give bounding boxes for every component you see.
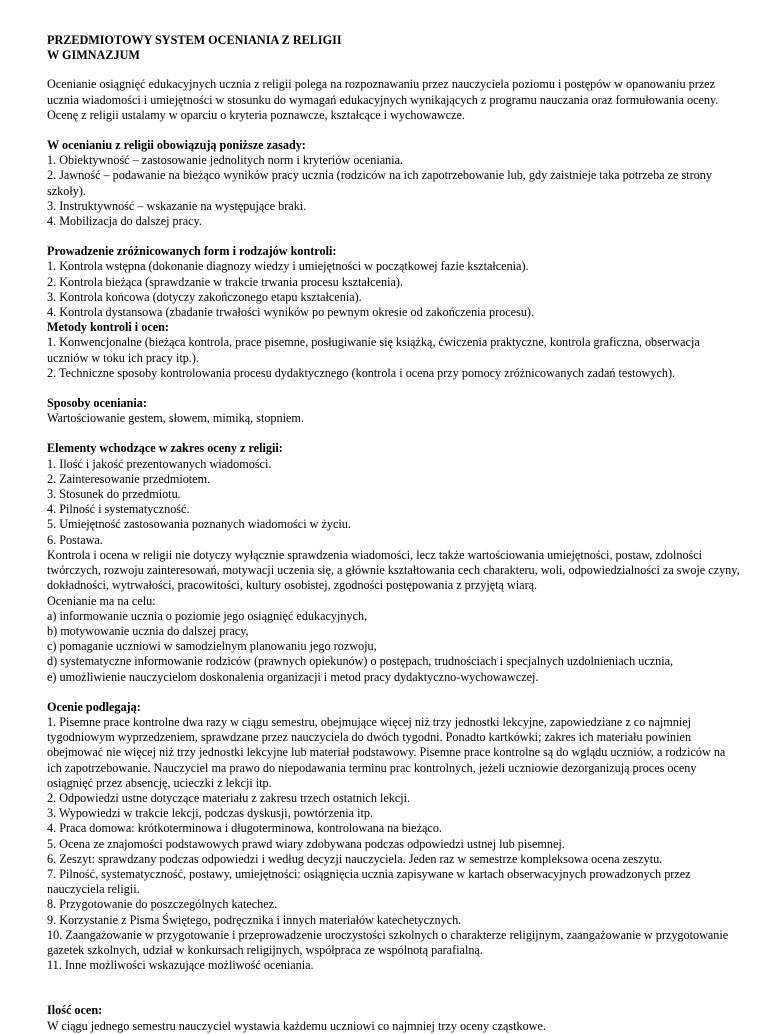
intro-paragraph: Ocenę z religii ustalamy w oparciu o kryteria poznawcze, kształcące i wychowawcze. [47, 107, 465, 122]
section-heading: Metody kontroli i ocen: [47, 320, 169, 335]
list-item: 1. Pisemne prace kontrolne dwa razy w ciągu semestru, obejmujące więcej niż trzy jednostki lekcyjne, zapowiedziane z co najmniej tygodniowym wyprzedzeniem, sprawdzane przez nauczyciela do dwóch tygodni. Ponadto kartkówki; zakres ich materiału powinien obejmować nie więcej niż trzy jednostki lekcyjne lub materiał podstawowy. Pisemne prace kontrolne są do wglądu uczniów, a rodziców na ich zapotrzebowanie. Nauczyciel ma prawo do niepodawania terminu prac kontrolnych, jeżeli uczniowie dezorganizują proces oceny osiągnięć przez absencję, ucieczki z lekcji itp. [47, 714, 726, 790]
intro-paragraph: Ocenianie osiągnięć edukacyjnych ucznia z religii polega na rozpoznawaniu przez nauczyciela poziomu i postępów w opanowaniu przez ucznia wiadomości i umiejętności w stosunku do wymagań edukacyjnych wynikających z programu nauczania oraz formułowania oceny. [47, 77, 719, 107]
list-item: d) systematyczne informowanie rodziców (prawnych opiekunów) o postępach, trudnościach i specjalnych uzdolnieniach ucznia, [47, 654, 674, 669]
section-heading: Prowadzenie zróżnicowanych form i rodzajów kontroli: [47, 244, 337, 259]
list-item: 11. Inne możliwości wskazujące możliwość oceniania. [47, 958, 314, 973]
list-item: c) pomaganie uczniowi w samodzielnym planowaniu jego rozwoju, [47, 639, 377, 654]
section-heading: Sposoby oceniania: [47, 396, 147, 411]
list-item: 4. Mobilizacja do dalszej pracy. [47, 214, 202, 229]
list-item: 3. Kontrola końcowa (dotyczy zakończonego etapu kształcenia). [47, 289, 362, 304]
section-text: W ciągu jednego semestru nauczyciel wystawia każdemu uczniowi co najmniej trzy oceny cząstkowe. [47, 1018, 546, 1033]
ocenie-section [47, 700, 740, 974]
section-heading: Ocenie podlegają: [47, 699, 141, 714]
list-item: 1. Konwencjonalne (bieżąca kontrola, prace pisemne, posługiwanie się książką, ćwiczenia praktyczne, kontrola graficzna, obserwacja uczniów w toku ich pracy itp.). [47, 335, 700, 365]
kontrola-section [47, 244, 740, 381]
list-item: 1. Obiektywność – zastosowanie jednolitych norm i kryteriów oceniania. [47, 153, 404, 168]
elementy-section [47, 441, 740, 684]
list-item: 9. Korzystanie z Pisma Świętego, podręcznika i innych materiałów katechetycznych. [47, 912, 462, 927]
document-title [47, 33, 740, 63]
list-item: 1. Kontrola wstępna (dokonanie diagnozy wiedzy i umiejętności w początkowej fazie kształcenia). [47, 259, 529, 274]
list-item: 5. Ocena ze znajomości podstawowych prawd wiary zdobywana podczas odpowiedzi ustnej lub pisemnej. [47, 836, 565, 851]
list-item: 2. Odpowiedzi ustne dotyczące materiału z zakresu trzech ostatnich lekcji. [47, 790, 411, 805]
list-item: 5. Umiejętność zastosowania poznanych wiadomości w życiu. [47, 517, 351, 532]
section-heading: W ocenianiu z religii obowiązują poniższe zasady: [47, 138, 306, 153]
list-item: 4. Praca domowa: krótkoterminowa i długoterminowa, kontrolowana na bieżąco. [47, 821, 442, 836]
list-item: 1. Ilość i jakość prezentowanych wiadomości. [47, 456, 272, 471]
list-item: 4. Kontrola dystansowa (zbadanie trwałości wyników po pewnym okresie od zakończenia procesu). [47, 305, 535, 320]
list-item: 3. Instruktywność – wskazanie na występujące braki. [47, 198, 307, 213]
section-paragraph: Kontrola i ocena w religii nie dotyczy wyłącznie sprawdzenia wiadomości, lecz także wartościowania umiejętności, postaw, zdolności twórczych, rozwoju zainteresowań, motywacji uczenia się, a głównie kształtowania cech charakteru, woli, odpowiedzialności za swoje czyny, dokładności, wytrwałości, pracowitości, kultury osobistej, zgodności postępowania z przyjętą wiarą. [47, 547, 740, 593]
list-item: 6. Postawa. [47, 532, 103, 547]
list-item: 8. Przygotowanie do poszczególnych katechez. [47, 897, 278, 912]
list-item: 2. Kontrola bieżąca (sprawdzanie w trakcie trwania procesu kształcenia). [47, 274, 403, 289]
list-item: 2. Techniczne sposoby kontrolowania procesu dydaktycznego (kontrola i ocena przy pomocy zróżnicowanych zadań testowych). [47, 365, 676, 380]
list-item: b) motywowanie ucznia do dalszej pracy, [47, 623, 249, 638]
list-item: 6. Zeszyt: sprawdzany podczas odpowiedzi i według decyzji nauczyciela. Jeden raz w semestrze kompleksowa ocena zeszytu. [47, 851, 663, 866]
list-item: 3. Wypowiedzi w trakcie lekcji, podczas dyskusji, powtórzenia itp. [47, 806, 373, 821]
list-item: 3. Stosunek do przedmiotu. [47, 487, 181, 502]
list-item: e) umożliwienie nauczycielom doskonalenia organizacji i metod pracy dydaktyczno-wychowawczej. [47, 669, 539, 684]
sposoby-section [47, 396, 740, 426]
list-item: 4. Pilność i systematyczność. [47, 502, 190, 517]
title-line-1: PRZEDMIOTOWY SYSTEM OCENIANIA Z RELIGII [47, 33, 342, 47]
title-line-2: W GIMNAZJUM [47, 48, 140, 63]
section-heading: Ilość ocen: [47, 1003, 103, 1018]
section-text: Wartościowanie gestem, słowem, mimiką, stopniem. [47, 411, 304, 426]
list-item: 10. Zaangażowanie w przygotowanie i przeprowadzenie uroczystości szkolnych o charakterze religijnym, zaangażowanie w przygotowanie gazetek szkolnych, udział w konkursach religijnych, współpraca ze wspólnotą parafialną. [47, 927, 729, 957]
list-item: a) informowanie ucznia o poziomie jego osiągnięć edukacyjnych, [47, 608, 368, 623]
list-item: 7. Pilność, systematyczność, postawy, umiejętności: osiągnięcia ucznia zapisywane w kartach obserwacyjnych prowadzonych przez nauczyciela religii. [47, 866, 691, 897]
list-item: 2. Jawność – podawanie na bieżąco wyników pracy ucznia (rodziców na ich zapotrzebowanie lub, gdy zaistnieje taka potrzeba ze strony szkoły). [47, 168, 712, 198]
section-heading: Elementy wchodzące w zakres oceny z religii: [47, 441, 283, 456]
list-item: 2. Zainteresowanie przedmiotem. [47, 471, 211, 486]
zasady-section [47, 138, 740, 229]
ilosc-section [47, 1003, 740, 1033]
section-subheading: Ocenianie ma na celu: [47, 593, 156, 608]
intro-section [47, 77, 740, 123]
